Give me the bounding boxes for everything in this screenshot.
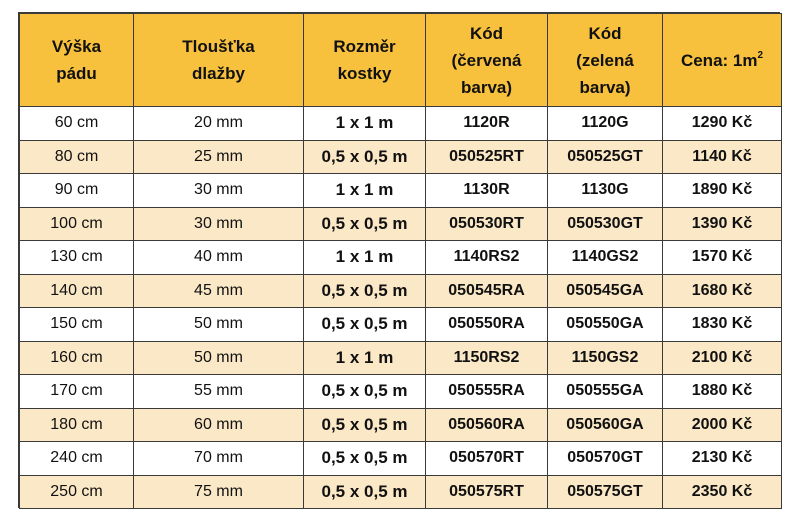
cell-code-red: 1140RS2 (426, 241, 548, 275)
table-row (20, 274, 782, 308)
price-table-container (18, 12, 780, 508)
cell-tile-size: 0,5 x 0,5 m (304, 308, 426, 342)
cell-code-red: 050570RT (426, 442, 548, 476)
cell-code-red: 1120R (426, 107, 548, 141)
table-row (20, 174, 782, 208)
cell-tile-size: 1 x 1 m (304, 174, 426, 208)
cell-tile-size: 0,5 x 0,5 m (304, 274, 426, 308)
cell-fall-height: 180 cm (20, 408, 134, 442)
cell-code-green: 1140GS2 (548, 241, 663, 275)
cell-tile-thickness: 20 mm (134, 107, 304, 141)
cell-tile-thickness: 55 mm (134, 375, 304, 409)
cell-code-red: 050575RT (426, 475, 548, 509)
cell-fall-height: 90 cm (20, 174, 134, 208)
cell-code-red: 1150RS2 (426, 341, 548, 375)
table-row (20, 475, 782, 509)
cell-code-green: 050570GT (548, 442, 663, 476)
cell-price: 1680 Kč (663, 274, 782, 308)
cell-price: 1830 Kč (663, 308, 782, 342)
cell-code-green: 1150GS2 (548, 341, 663, 375)
cell-code-green: 1120G (548, 107, 663, 141)
cell-price: 1880 Kč (663, 375, 782, 409)
cell-tile-size: 0,5 x 0,5 m (304, 207, 426, 241)
cell-code-red: 050530RT (426, 207, 548, 241)
table-row (20, 408, 782, 442)
cell-tile-thickness: 75 mm (134, 475, 304, 509)
cell-tile-thickness: 30 mm (134, 174, 304, 208)
cell-fall-height: 80 cm (20, 140, 134, 174)
cell-tile-size: 0,5 x 0,5 m (304, 140, 426, 174)
table-row (20, 207, 782, 241)
header-code-red: Kód (červená barva) (426, 14, 548, 107)
cell-code-green: 050575GT (548, 475, 663, 509)
cell-tile-thickness: 50 mm (134, 308, 304, 342)
cell-price: 1290 Kč (663, 107, 782, 141)
cell-code-red: 050525RT (426, 140, 548, 174)
cell-tile-size: 0,5 x 0,5 m (304, 408, 426, 442)
cell-tile-thickness: 30 mm (134, 207, 304, 241)
cell-fall-height: 100 cm (20, 207, 134, 241)
cell-price: 2350 Kč (663, 475, 782, 509)
table-row (20, 341, 782, 375)
header-tile-size: Rozměr kostky (304, 14, 426, 107)
cell-price: 1140 Kč (663, 140, 782, 174)
cell-tile-thickness: 40 mm (134, 241, 304, 275)
cell-tile-thickness: 60 mm (134, 408, 304, 442)
cell-code-green: 050545GA (548, 274, 663, 308)
cell-tile-thickness: 45 mm (134, 274, 304, 308)
cell-fall-height: 60 cm (20, 107, 134, 141)
cell-code-green: 1130G (548, 174, 663, 208)
cell-tile-thickness: 25 mm (134, 140, 304, 174)
cell-code-red: 050555RA (426, 375, 548, 409)
table-row (20, 241, 782, 275)
cell-fall-height: 160 cm (20, 341, 134, 375)
header-price-sup: 2 (757, 49, 764, 61)
header-price (663, 14, 782, 107)
header-fall-height: Výška pádu (20, 14, 134, 107)
cell-fall-height: 140 cm (20, 274, 134, 308)
cell-tile-thickness: 50 mm (134, 341, 304, 375)
cell-code-red: 050550RA (426, 308, 548, 342)
cell-price: 2100 Kč (663, 341, 782, 375)
cell-code-red: 050545RA (426, 274, 548, 308)
cell-tile-size: 0,5 x 0,5 m (304, 442, 426, 476)
table-row (20, 308, 782, 342)
cell-tile-size: 0,5 x 0,5 m (304, 475, 426, 509)
cell-price: 1390 Kč (663, 207, 782, 241)
cell-code-red: 050560RA (426, 408, 548, 442)
cell-fall-height: 170 cm (20, 375, 134, 409)
cell-price: 1890 Kč (663, 174, 782, 208)
table-row (20, 442, 782, 476)
table-header (20, 14, 782, 107)
cell-price: 2000 Kč (663, 408, 782, 442)
cell-fall-height: 130 cm (20, 241, 134, 275)
header-code-green: Kód (zelená barva) (548, 14, 663, 107)
cell-code-red: 1130R (426, 174, 548, 208)
cell-fall-height: 150 cm (20, 308, 134, 342)
cell-tile-size: 1 x 1 m (304, 341, 426, 375)
cell-tile-size: 1 x 1 m (304, 107, 426, 141)
cell-tile-size: 1 x 1 m (304, 241, 426, 275)
cell-code-green: 050560GA (548, 408, 663, 442)
header-price-label: Cena: 1m (680, 50, 758, 70)
table-body (20, 107, 782, 509)
cell-code-green: 050530GT (548, 207, 663, 241)
table-row (20, 140, 782, 174)
cell-fall-height: 250 cm (20, 475, 134, 509)
cell-fall-height: 240 cm (20, 442, 134, 476)
price-table (19, 13, 782, 509)
cell-code-green: 050555GA (548, 375, 663, 409)
table-row (20, 375, 782, 409)
cell-price: 1570 Kč (663, 241, 782, 275)
header-row (20, 14, 782, 107)
cell-code-green: 050550GA (548, 308, 663, 342)
header-tile-thickness: Tloušťka dlažby (134, 14, 304, 107)
table-row (20, 107, 782, 141)
cell-price: 2130 Kč (663, 442, 782, 476)
cell-tile-size: 0,5 x 0,5 m (304, 375, 426, 409)
cell-code-green: 050525GT (548, 140, 663, 174)
cell-tile-thickness: 70 mm (134, 442, 304, 476)
